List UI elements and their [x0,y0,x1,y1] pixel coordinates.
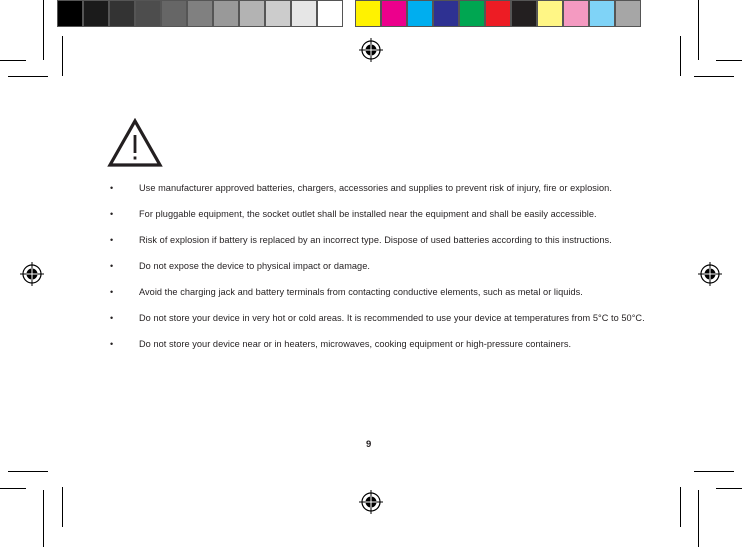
crop-mark [62,36,63,76]
crop-mark [680,36,681,76]
color-swatch [381,0,407,27]
crop-mark [43,0,44,60]
crop-mark [694,471,734,472]
color-swatch [485,0,511,27]
crop-mark [8,76,48,77]
registration-mark-icon [698,262,722,286]
gray-swatch [187,0,213,27]
registration-mark-icon [359,38,383,62]
list-item: • Risk of explosion if battery is replaced by an incorrect type. Dispose of used batteries according to this instructions. [110,234,670,247]
color-swatch [355,0,381,27]
gray-swatch [135,0,161,27]
swatch-gap [343,0,355,27]
color-swatch [407,0,433,27]
gray-swatch [317,0,343,27]
color-swatch [537,0,563,27]
crop-mark [43,490,44,547]
color-swatch [589,0,615,27]
crop-mark [698,0,699,60]
page-number: 9 [366,439,372,450]
crop-mark [0,60,26,61]
color-swatch [563,0,589,27]
safety-instructions-list [110,182,670,364]
crop-mark [0,488,26,489]
gray-swatch [161,0,187,27]
list-item: • Avoid the charging jack and battery terminals from contacting conductive elements, such as metal or liquids. [110,286,670,299]
color-swatch [511,0,537,27]
warning-triangle-icon [107,118,163,168]
registration-mark-icon [359,490,383,514]
list-item: • For pluggable equipment, the socket outlet shall be installed near the equipment and shall be easily accessible. [110,208,670,221]
color-swatch [433,0,459,27]
crop-mark [694,76,734,77]
gray-swatch [239,0,265,27]
gray-swatch [265,0,291,27]
list-item: • Use manufacturer approved batteries, chargers, accessories and supplies to prevent risk of injury, fire or explosion. [110,182,670,195]
gray-swatch [213,0,239,27]
crop-mark [716,60,742,61]
crop-mark [698,490,699,547]
list-item: • Do not store your device in very hot or cold areas. It is recommended to use your device at temperatures from 5°C to 50°C. [110,312,670,325]
crop-mark [680,487,681,527]
printer-color-bar [57,0,641,30]
gray-swatch [291,0,317,27]
color-swatch [615,0,641,27]
crop-mark [8,471,48,472]
list-item: • Do not expose the device to physical impact or damage. [110,260,670,273]
gray-swatch [83,0,109,27]
gray-swatch [57,0,83,27]
crop-mark [716,488,742,489]
gray-swatch [109,0,135,27]
list-item: • Do not store your device near or in heaters, microwaves, cooking equipment or high-pressure containers. [110,338,670,351]
registration-mark-icon [20,262,44,286]
crop-mark [62,487,63,527]
color-swatch [459,0,485,27]
